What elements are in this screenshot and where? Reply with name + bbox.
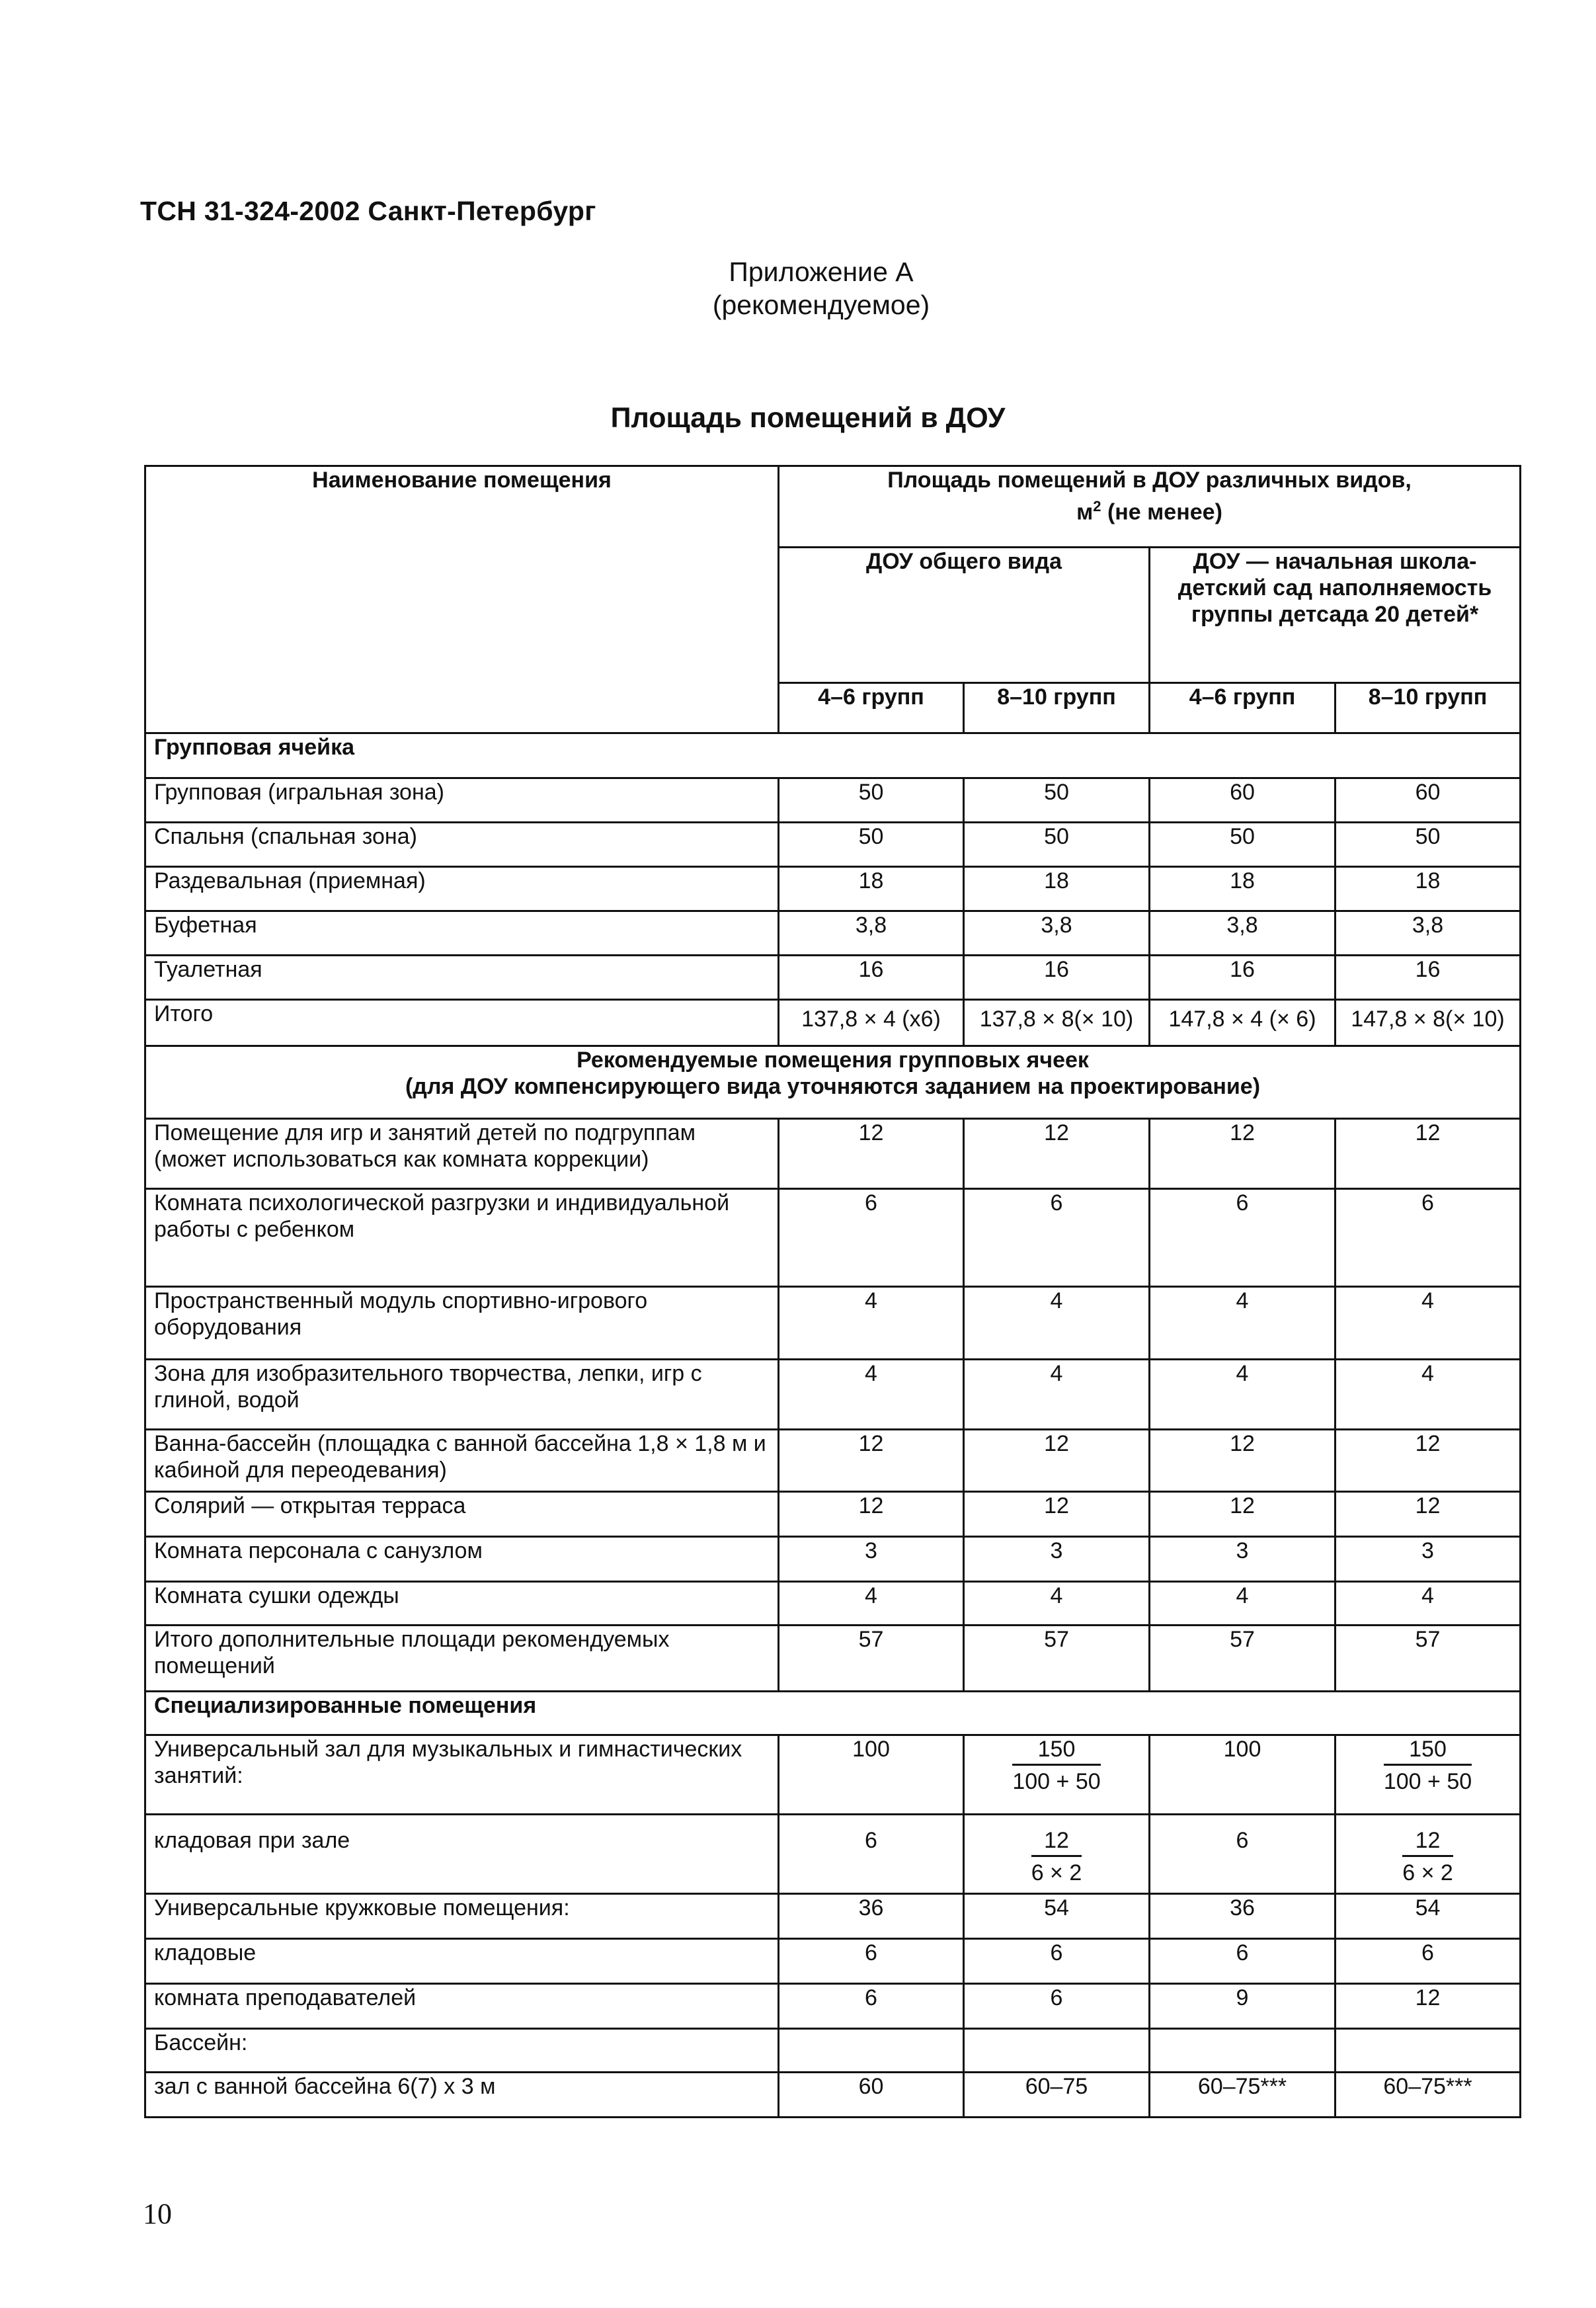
cell-value: 6 [779,1815,964,1894]
row-label: Универсальный зал для музыкальных и гимнастических занятий: [145,1735,779,1815]
row-label: Солярий — открытая терраса [145,1492,779,1537]
cell-value: 16 [1150,956,1336,1000]
cell-value [1150,2029,1336,2073]
cell-value: 50 [964,778,1150,823]
cell-value: 4 [964,1360,1150,1430]
cell-fraction [964,1735,1150,1815]
cell-value: 4 [779,1287,964,1360]
fraction-bottom: 6 × 2 [1402,1860,1453,1885]
cell-value: 12 [1150,1492,1336,1537]
section-recommended-note: (для ДОУ компенсирующего вида уточняются заданием на проектирование) [405,1074,1261,1099]
cell-value: 18 [1336,867,1521,911]
cell-value: 60–75*** [1150,2073,1336,2118]
cell-value: 4 [1150,1582,1336,1626]
table-row [145,1582,1521,1626]
cell-value: 60–75 [964,2073,1150,2118]
row-label: Спальня (спальная зона) [145,823,779,867]
cell-value: 4 [779,1360,964,1430]
table-row [145,1287,1521,1360]
cell-value: 6 [1150,1189,1336,1287]
row-label: Универсальные кружковые помещения: [145,1894,779,1939]
cell-fraction [1336,1815,1521,1894]
header-area-line-2 [787,493,1511,525]
cell-value: 6 [1150,1815,1336,1894]
row-label: Буфетная [145,911,779,956]
cell-value: 4 [1336,1360,1521,1430]
cell-value: 16 [779,956,964,1000]
cell-value: 12 [1336,1430,1521,1492]
header-area [779,466,1521,548]
cell-value: 12 [964,1492,1150,1537]
table-row [145,1939,1521,1984]
cell-fraction [1336,1735,1521,1815]
cell-value: 3,8 [1336,911,1521,956]
cell-value: 12 [779,1492,964,1537]
cell-value: 9 [1150,1984,1336,2029]
cell-value: 6 [1150,1939,1336,1984]
row-label: комната преподавателей [145,1984,779,2029]
row-label: Бассейн: [145,2029,779,2073]
table-row [145,1537,1521,1582]
table-row [145,1735,1521,1815]
section-recommended-title: Рекомендуемые помещения групповых ячеек [577,1048,1089,1073]
cell-value: 50 [1150,823,1336,867]
section-recommended [145,1046,1521,1119]
table-row [145,2073,1521,2118]
table-row-total [145,1626,1521,1692]
fraction-bottom: 100 + 50 [1012,1769,1101,1794]
fraction [1402,1827,1453,1886]
section-specialized: Специализированные помещения [145,1692,1521,1735]
table-row [145,1430,1521,1492]
table-row [145,1984,1521,2029]
cell-value: 36 [1150,1894,1336,1939]
table-row [145,911,1521,956]
cell-value: 6 [964,1189,1150,1287]
fraction-bottom: 6 × 2 [1031,1860,1082,1885]
cell-value: 12 [964,1119,1150,1189]
row-label: Комната персонала с санузлом [145,1537,779,1582]
cell-value: 57 [964,1626,1150,1692]
cell-value: 16 [964,956,1150,1000]
section-group-cell: Групповая ячейка [145,733,1521,778]
table-row [145,2029,1521,2073]
cell-value: 50 [779,823,964,867]
header-school-type: ДОУ — начальная школа-детский сад наполняемость группы детсада 20 детей* [1150,548,1521,683]
area-table [144,465,1521,2118]
row-label: Итого [145,1000,779,1046]
table-title: Площадь помещений в ДОУ [610,402,1006,434]
table-row [145,1815,1521,1894]
cell-value: 50 [779,778,964,823]
fraction [1384,1736,1472,1795]
cell-value: 3 [779,1537,964,1582]
table-row [145,867,1521,911]
cell-value: 12 [1336,1984,1521,2029]
cell-value: 18 [779,867,964,911]
cell-value: 50 [1336,823,1521,867]
header-name-column: Наименование помещения [145,466,779,733]
cell-value: 57 [779,1626,964,1692]
cell-value: 147,8 × 8(× 10) [1336,1000,1521,1046]
fraction-top: 12 [1031,1827,1082,1857]
cell-value: 36 [779,1894,964,1939]
cell-value: 100 [1150,1735,1336,1815]
row-label: Ванна-бассейн (площадка с ванной бассейна 1,8 × 1,8 м и кабиной для переодевания) [145,1430,779,1492]
document-header: ТСН 31-324-2002 Санкт-Петербург [140,196,596,226]
table-row-total [145,1000,1521,1046]
row-label: Зона для изобразительного творчества, лепки, игр с глиной, водой [145,1360,779,1430]
cell-value: 4 [1150,1360,1336,1430]
row-label: Итого дополнительные площади рекомендуемых помещений [145,1626,779,1692]
cell-value: 12 [964,1430,1150,1492]
row-label: Комната психологической разгрузки и индивидуальной работы с ребенком [145,1189,779,1287]
cell-value [1336,2029,1521,2073]
fraction-bottom: 100 + 50 [1383,1769,1472,1794]
cell-value: 4 [964,1287,1150,1360]
cell-value: 60–75*** [1336,2073,1521,2118]
header-area-unit: м [1076,499,1094,525]
cell-value: 6 [1336,1189,1521,1287]
header-col-1: 4–6 групп [779,683,964,733]
cell-value: 4 [1336,1287,1521,1360]
cell-value: 3 [1150,1537,1336,1582]
cell-value: 60 [1150,778,1336,823]
row-label: Раздевальная (приемная) [145,867,779,911]
cell-value: 3 [964,1537,1150,1582]
header-col-2: 8–10 групп [964,683,1150,733]
cell-value: 3,8 [779,911,964,956]
table-row [145,1894,1521,1939]
page-number: 10 [143,2198,172,2230]
cell-value: 4 [1336,1582,1521,1626]
row-label: кладовые [145,1939,779,1984]
cell-value: 16 [1336,956,1521,1000]
cell-value: 12 [779,1119,964,1189]
annex-line-1: Приложение А [729,257,914,287]
fraction [1012,1736,1100,1795]
cell-value: 12 [1150,1430,1336,1492]
cell-value: 6 [964,1939,1150,1984]
row-label: зал с ванной бассейна 6(7) x 3 м [145,2073,779,2118]
cell-value: 3 [1336,1537,1521,1582]
fraction-top: 150 [1384,1736,1472,1766]
header-area-note: (не менее) [1101,499,1222,525]
row-label: Туалетная [145,956,779,1000]
cell-value: 100 [779,1735,964,1815]
annex-label [0,255,1596,321]
cell-value: 18 [964,867,1150,911]
table-row [145,1360,1521,1430]
cell-value: 54 [964,1894,1150,1939]
annex-line-2: (рекомендуемое) [712,290,930,320]
cell-value: 12 [779,1430,964,1492]
fraction-top: 12 [1402,1827,1453,1857]
cell-value: 18 [1150,867,1336,911]
cell-value: 57 [1150,1626,1336,1692]
fraction-top: 150 [1012,1736,1100,1766]
header-col-3: 4–6 групп [1150,683,1336,733]
cell-value: 50 [964,823,1150,867]
header-area-unit-sup: 2 [1093,498,1101,515]
cell-value: 60 [1336,778,1521,823]
cell-value: 137,8 × 8(× 10) [964,1000,1150,1046]
row-label: кладовая при зале [145,1815,779,1894]
table-row [145,1119,1521,1189]
table-row [145,956,1521,1000]
cell-value: 3,8 [1150,911,1336,956]
cell-value: 6 [1336,1939,1521,1984]
cell-value: 54 [1336,1894,1521,1939]
header-area-line-1: Площадь помещений в ДОУ различных видов, [887,468,1412,493]
cell-fraction [964,1815,1150,1894]
table-row [145,1492,1521,1537]
cell-value: 137,8 × 4 (x6) [779,1000,964,1046]
row-label: Групповая (игральная зона) [145,778,779,823]
row-label: Пространственный модуль спортивно-игрового оборудования [145,1287,779,1360]
table-row [145,778,1521,823]
table-row [145,823,1521,867]
cell-value: 6 [779,1939,964,1984]
cell-value [964,2029,1150,2073]
cell-value: 57 [1336,1626,1521,1692]
cell-value: 4 [779,1582,964,1626]
row-label: Помещение для игр и занятий детей по подгруппам (может использоваться как комната коррекции) [145,1119,779,1189]
fraction [1031,1827,1082,1886]
cell-value: 6 [964,1984,1150,2029]
cell-value: 4 [1150,1287,1336,1360]
cell-value: 60 [779,2073,964,2118]
cell-value: 12 [1336,1492,1521,1537]
cell-value: 147,8 × 4 (× 6) [1150,1000,1336,1046]
cell-value: 4 [964,1582,1150,1626]
header-general-type: ДОУ общего вида [779,548,1150,683]
cell-value: 6 [779,1189,964,1287]
cell-value: 12 [1336,1119,1521,1189]
table-row [145,1189,1521,1287]
header-col-4: 8–10 групп [1336,683,1521,733]
cell-value: 3,8 [964,911,1150,956]
cell-value: 12 [1150,1119,1336,1189]
cell-value [779,2029,964,2073]
row-label: Комната сушки одежды [145,1582,779,1626]
cell-value: 6 [779,1984,964,2029]
